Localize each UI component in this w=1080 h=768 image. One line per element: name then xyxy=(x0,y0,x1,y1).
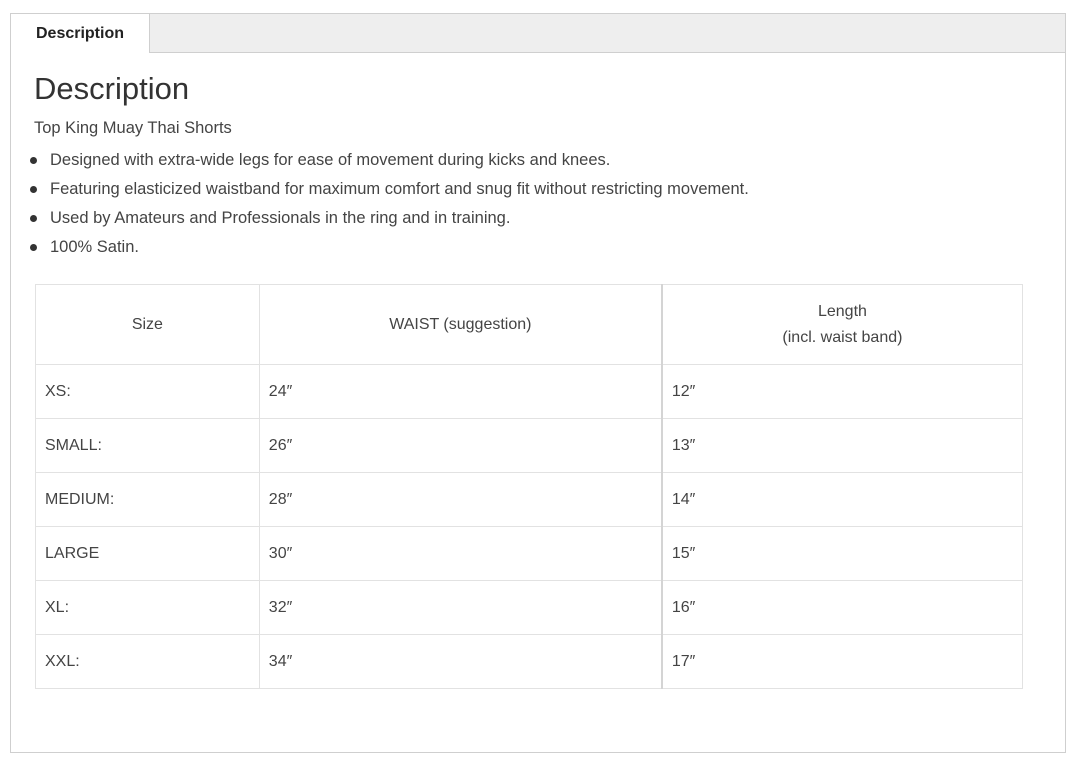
table-header-row xyxy=(36,285,1023,365)
tab-description-label: Description xyxy=(35,24,124,42)
cell-size: LARGE xyxy=(36,527,260,581)
cell-waist: 24″ xyxy=(259,365,662,419)
cell-waist: 28″ xyxy=(259,473,662,527)
cell-size: XL: xyxy=(36,581,260,635)
bullet-icon xyxy=(30,157,37,164)
table-row xyxy=(36,527,1023,581)
cell-length: 17″ xyxy=(662,635,1023,689)
tab-bar xyxy=(11,14,1065,53)
feature-list-item xyxy=(34,146,1046,175)
bullet-icon xyxy=(30,215,37,222)
cell-size: XXL: xyxy=(36,635,260,689)
feature-text: Designed with extra-wide legs for ease of movement during kicks and knees. xyxy=(50,151,611,169)
bullet-icon xyxy=(30,244,37,251)
description-content xyxy=(34,70,1046,262)
table-row xyxy=(36,419,1023,473)
header-length xyxy=(662,285,1023,365)
header-size: Size xyxy=(36,285,260,365)
header-waist: WAIST (suggestion) xyxy=(259,285,662,365)
feature-list-item xyxy=(34,233,1046,262)
product-subtitle: Top King Muay Thai Shorts xyxy=(34,119,232,137)
cell-size: XS: xyxy=(36,365,260,419)
table-row xyxy=(36,365,1023,419)
cell-length: 12″ xyxy=(662,365,1023,419)
table-row xyxy=(36,581,1023,635)
cell-waist: 34″ xyxy=(259,635,662,689)
bullet-icon xyxy=(30,186,37,193)
cell-waist: 26″ xyxy=(259,419,662,473)
cell-length: 13″ xyxy=(662,419,1023,473)
feature-text: 100% Satin. xyxy=(50,238,139,256)
cell-length: 15″ xyxy=(662,527,1023,581)
cell-waist: 32″ xyxy=(259,581,662,635)
cell-waist: 30″ xyxy=(259,527,662,581)
cell-size: MEDIUM: xyxy=(36,473,260,527)
tab-description[interactable] xyxy=(11,14,150,53)
table-row xyxy=(36,473,1023,527)
cell-length: 16″ xyxy=(662,581,1023,635)
size-chart-table xyxy=(35,284,1023,689)
feature-list xyxy=(34,146,1046,262)
table-row xyxy=(36,635,1023,689)
cell-size: SMALL: xyxy=(36,419,260,473)
feature-list-item xyxy=(34,175,1046,204)
header-length-note: (incl. waist band) xyxy=(782,328,903,346)
feature-text: Used by Amateurs and Professionals in the ring and in training. xyxy=(50,209,511,227)
cell-length: 14″ xyxy=(662,473,1023,527)
header-length-title: Length xyxy=(817,302,867,320)
feature-text: Featuring elasticized waistband for maximum comfort and snug fit without restricting movement. xyxy=(50,180,749,198)
section-heading: Description xyxy=(34,71,190,106)
feature-list-item xyxy=(34,204,1046,233)
